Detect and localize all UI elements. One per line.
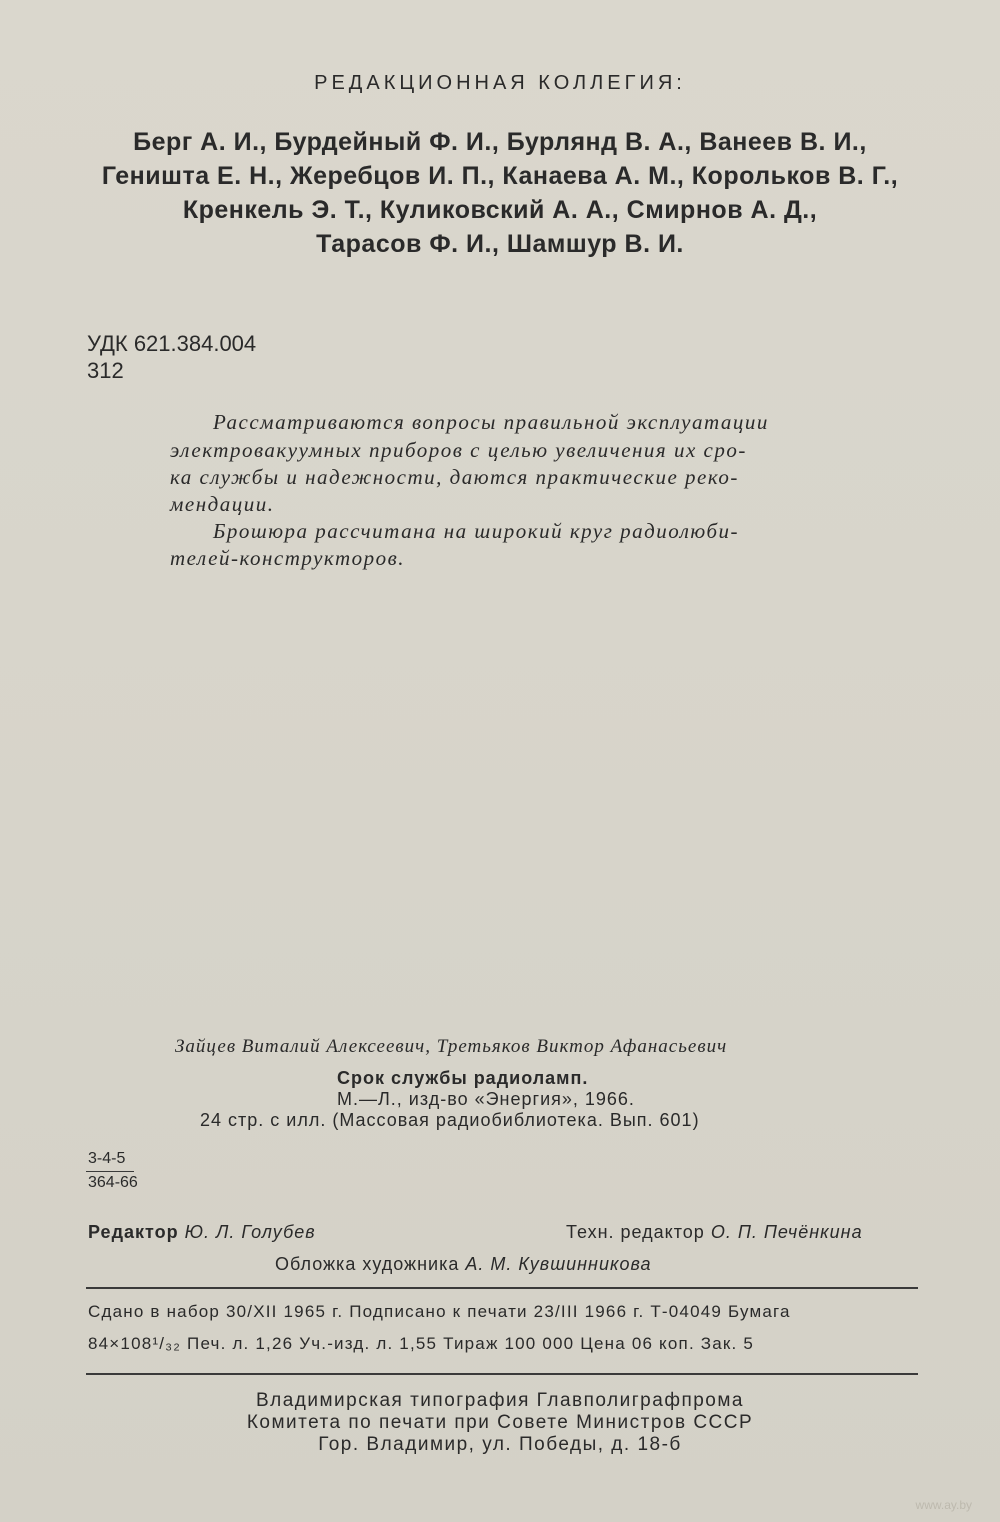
abstract-line-2: электровакуумных приборов с целью увеличения их сро- — [170, 438, 747, 462]
editor-name: Ю. Л. Голубев — [184, 1222, 316, 1242]
abstract-line-6: телей-конструкторов. — [170, 546, 406, 570]
publication-line-2: 84×108¹/₃₂ Печ. л. 1,26 Уч.-изд. л. 1,55 Тираж 100 000 Цена 06 коп. Зак. 5 — [88, 1334, 755, 1353]
imprint-bottom-rule — [86, 1373, 918, 1375]
imprint-top-rule — [86, 1287, 918, 1289]
publication-line-1: Сдано в набор 30/XII 1965 г. Подписано к печати 23/III 1966 г. Т-04049 Бумага — [88, 1302, 791, 1321]
editorial-board-line-1: Берг А. И., Бурдейный Ф. И., Бурлянд В. А., Ванеев В. И., — [133, 128, 867, 156]
pages-line: 24 стр. с илл. (Массовая радиобиблиотека. Вып. 601) — [200, 1110, 700, 1130]
abstract-line-1: Рассматриваются вопросы правильной эксплуатации — [213, 410, 769, 434]
tech-editor-name: О. П. Печёнкина — [710, 1222, 863, 1242]
abstract-line-4: мендации. — [170, 492, 275, 516]
watermark: www.ay.by — [915, 1498, 972, 1512]
classification-bottom: 364-66 — [88, 1174, 138, 1191]
editorial-board-line-3: Кренкель Э. Т., Куликовский А. А., Смирнов А. Д., — [182, 196, 818, 224]
cover-label: Обложка художника — [275, 1254, 460, 1274]
printer-line-3: Гор. Владимир, ул. Победы, д. 18-б — [318, 1434, 682, 1455]
tech-editor-label: Техн. редактор — [566, 1222, 705, 1242]
printer-line-2: Комитета по печати при Совете Министров СССР — [246, 1412, 754, 1433]
publisher-line: М.—Л., изд-во «Энергия», 1966. — [337, 1089, 635, 1109]
book-title: Срок службы радиоламп. — [337, 1068, 589, 1088]
editor-label: Редактор — [88, 1222, 179, 1242]
udk-code: УДК 621.384.004 — [87, 331, 257, 356]
tech-editor-credit — [566, 1222, 863, 1243]
cover-credit — [275, 1254, 652, 1275]
editorial-board-title: РЕДАКЦИОННАЯ КОЛЛЕГИЯ: — [314, 72, 686, 94]
editorial-board-line-2: Геништа Е. Н., Жеребцов И. П., Канаева А. М., Корольков В. Г., — [101, 162, 899, 190]
cover-name: А. М. Кувшинникова — [465, 1254, 652, 1274]
printer-line-1: Владимирская типография Главполиграфпрома — [255, 1390, 745, 1411]
classification-divider — [86, 1171, 134, 1172]
editor-credit — [88, 1222, 316, 1243]
authors-line: Зайцев Виталий Алексеевич, Третьяков Виктор Афанасьевич — [175, 1036, 728, 1057]
abstract-line-3: ка службы и надежности, даются практические реко- — [170, 465, 739, 489]
classification-top: 3-4-5 — [88, 1150, 126, 1167]
catalog-index: 312 — [87, 358, 124, 383]
editorial-board-line-4: Тарасов Ф. И., Шамшур В. И. — [316, 230, 684, 258]
abstract-line-5: Брошюра рассчитана на широкий круг радиолюби- — [213, 519, 740, 543]
